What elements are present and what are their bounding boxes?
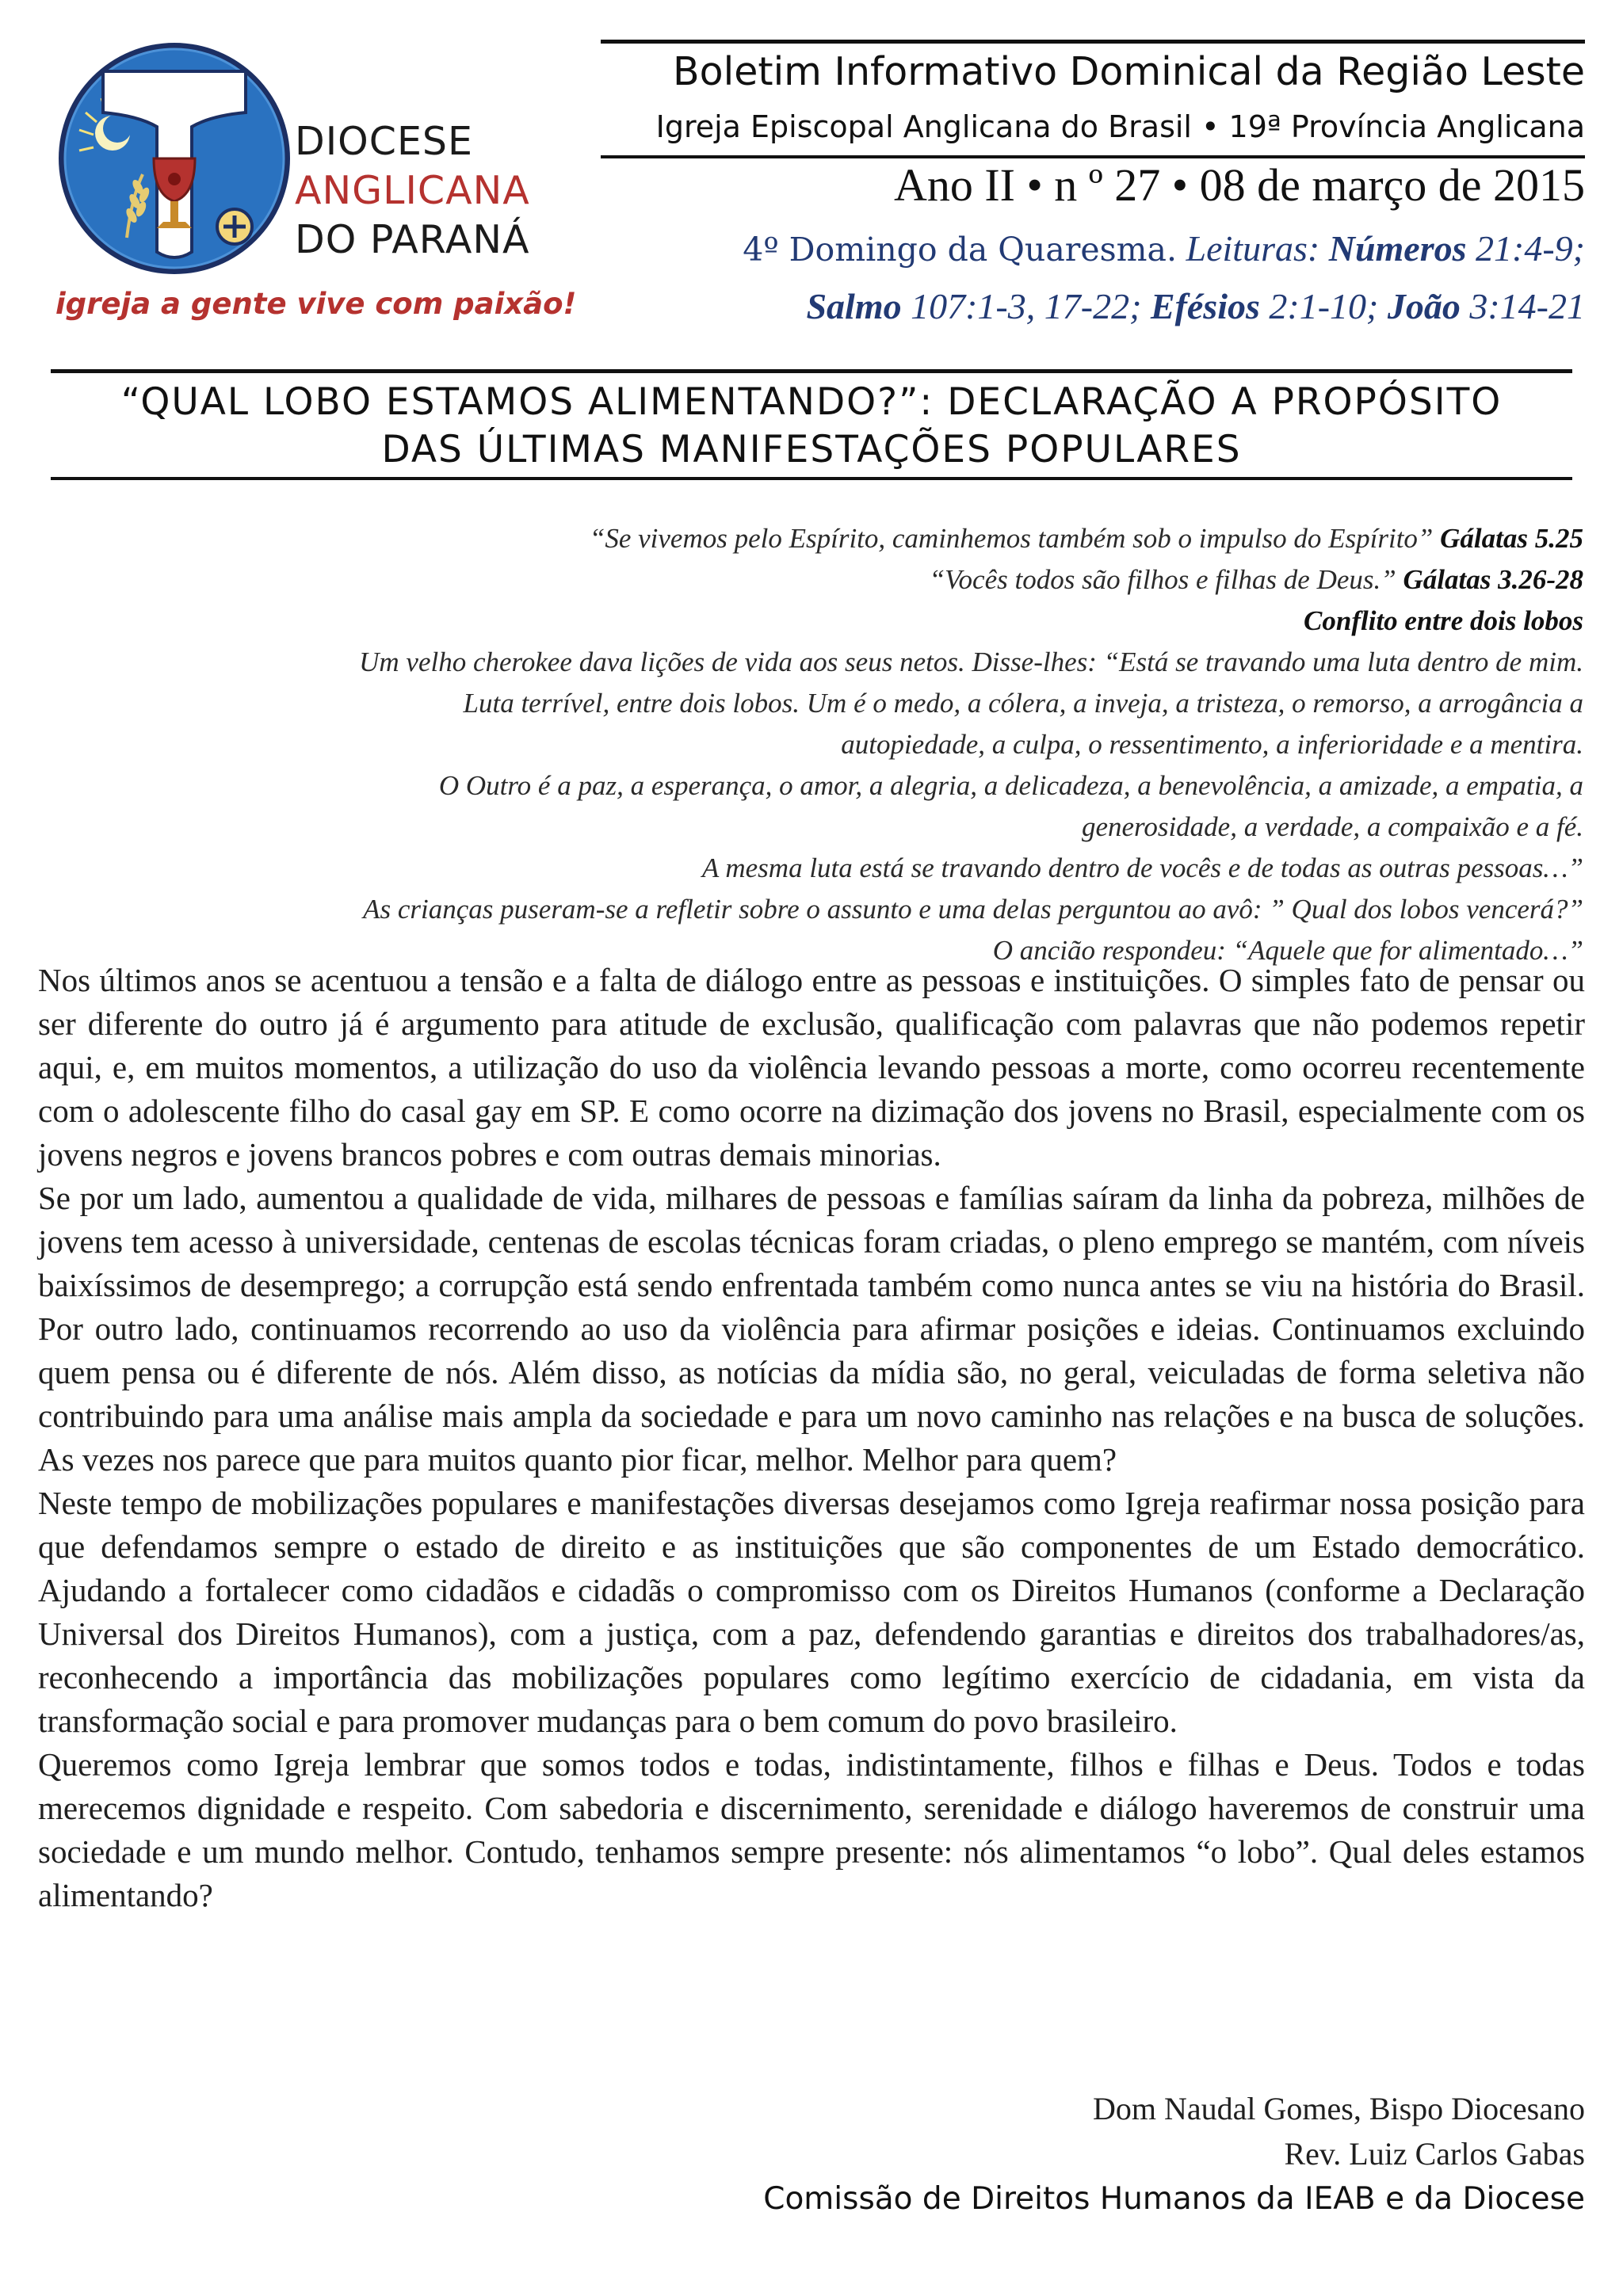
body-paragraph: Neste tempo de mobilizações populares e manifestações diversas desejamos como Igreja reafirmar nossa posição para que defendamos sempre o estado de direito e as instituições que são componentes de um Estado democrático. Ajudando a fortalecer como cidadãos e cidadãs o compromisso com os Direitos Humanos (conforme a Declaração Universal dos Direitos Humanos), com a justiça, com a paz, defendendo garantias e direitos dos trabalhadores/as, reconhecendo a importância das mobilizações populares como legítimo exercício de cidadania, em vista da transformação social e para promover mudanças para o bem comum do povo brasileiro.	[38, 1485, 1585, 1739]
signature-block	[763, 2086, 1585, 2222]
signature-bishop: Dom Naudal Gomes, Bispo Diocesano	[1092, 2091, 1585, 2126]
reading-ref-4: 3:14-21	[1460, 286, 1585, 326]
masthead-top-rule	[601, 40, 1585, 44]
epigraph-line	[158, 518, 1583, 559]
diocese-name	[295, 117, 572, 265]
epigraph-text: “Vocês todos são filhos e filhas de Deus.”	[929, 564, 1403, 595]
reading-book-4: João	[1387, 286, 1461, 326]
reading-book-3: Efésios	[1150, 286, 1260, 326]
readings-line2	[743, 278, 1585, 335]
reading-book-1: Números	[1328, 228, 1467, 269]
commission-name: Comissão de Direitos Humanos da IEAB e da Diocese	[763, 2181, 1585, 2217]
slogan: igreja a gente vive com paixão!	[55, 287, 577, 321]
epigraph-text: “Se vivemos pelo Espírito, caminhemos também sob o impulso do Espírito”	[589, 523, 1441, 554]
readings-line1	[743, 220, 1585, 278]
liturgical-readings	[743, 220, 1585, 335]
fable-line: O Outro é a paz, a esperança, o amor, a alegria, a delicadeza, a benevolência, a amizade, a empatia, a	[438, 770, 1583, 801]
fable-line: O ancião respondeu: “Aquele que for alimentado…”	[992, 935, 1583, 966]
bulletin-subtitle: Igreja Episcopal Anglicana do Brasil • 19ª Província Anglicana	[655, 109, 1585, 144]
sunday-label: 4º Domingo da Quaresma.	[743, 231, 1178, 269]
leituras-label: Leituras:	[1177, 228, 1329, 269]
article-body	[38, 959, 1585, 1917]
body-paragraph: Se por um lado, aumentou a qualidade de vida, milhares de pessoas e famílias saíram da linha da pobreza, milhões de jovens tem acesso à universidade, centenas de escolas técnicas foram criadas, o pleno emprego se mantém, com níveis baixíssimos de desemprego; a corrupção está sendo enfrentada também como nunca antes se viu na história do Brasil. Por outro lado, continuamos recorrendo ao uso da violência para afirmar posições e ideias. Continuamos excluindo quem pensa ou é diferente de nós. Além disso, as notícias da mídia são, no geral, veiculadas de forma seletiva não contribuindo para uma análise mais ampla da sociedade e para um novo caminho nas relações e na busca de soluções. As vezes nos parece que para muitos quanto pior ficar, melhor. Melhor para quem?	[38, 1180, 1585, 1478]
reading-book-2: Salmo	[806, 286, 902, 326]
fable-line: generosidade, a verdade, a compaixão e a fé.	[1081, 811, 1583, 842]
org-name-line1: DIOCESE	[295, 119, 473, 164]
fable-line: As crianças puseram-se a refletir sobre o assunto e uma delas perguntou ao avô: ” Qual dos lobos vencerá?”	[363, 894, 1583, 925]
reading-ref-2: 107:1-3, 17-22;	[901, 286, 1151, 326]
epigraph-block	[158, 518, 1583, 971]
title-bottom-rule	[51, 477, 1572, 480]
fable-line: A mesma luta está se travando dentro de vocês e de todas as outras pessoas…”	[701, 852, 1583, 883]
article-title	[51, 379, 1572, 474]
fable-line: Um velho cherokee dava lições de vida aos seus netos. Disse-lhes: “Está se travando uma luta dentro de mim.	[359, 646, 1583, 677]
signature-reverend: Rev. Luiz Carlos Gabas	[1284, 2136, 1585, 2172]
title-top-rule	[51, 369, 1572, 373]
body-paragraph: Nos últimos anos se acentuou a tensão e a falta de diálogo entre as pessoas e instituições. O simples fato de pensar ou ser diferente do outro já é argumento para atitude de exclusão, qualificação com palavras que não podemos repetir aqui, e, em muitos momentos, a utilização do uso da violência levando pessoas a morte, como ocorreu recentemente com o adolescente filho do casal gay em SP. E como ocorre na dizimação dos jovens no Brasil, especialmente com os jovens negros e jovens brancos pobres e com outras demais minorias.	[38, 962, 1585, 1173]
reading-ref-3: 2:1-10;	[1259, 286, 1388, 326]
epigraph-ref: Gálatas 5.25	[1440, 523, 1583, 554]
org-name-line3: DO PARANÁ	[295, 217, 530, 262]
article-title-line1: “QUAL LOBO ESTAMOS ALIMENTANDO?”: DECLARAÇÃO A PROPÓSITO	[120, 380, 1503, 424]
issue-line: Ano II • n º 27 • 08 de março de 2015	[893, 159, 1585, 211]
epigraph-ref: Gálatas 3.26-28	[1403, 564, 1583, 595]
fable-line: autopiedade, a culpa, o ressentimento, a inferioridade e a mentira.	[841, 729, 1583, 760]
epigraph-line	[158, 559, 1583, 601]
diocese-logo-icon	[55, 40, 293, 277]
fable-line: Luta terrível, entre dois lobos. Um é o medo, a cólera, a inveja, a tristeza, o remorso, a arrogância a	[463, 688, 1583, 719]
reading-ref-1: 21:4-9;	[1466, 228, 1585, 269]
article-title-line2: DAS ÚLTIMAS MANIFESTAÇÕES POPULARES	[381, 428, 1242, 471]
bulletin-title: Boletim Informativo Dominical da Região Leste	[673, 49, 1585, 94]
fable-title: Conflito entre dois lobos	[1304, 605, 1583, 636]
body-paragraph: Queremos como Igreja lembrar que somos todos e todas, indistintamente, filhos e filhas e Deus. Todos e todas merecemos dignidade e respeito. Com sabedoria e discernimento, serenidade e diálogo haveremos de construir uma sociedade e um mundo melhor. Contudo, tenhamos sempre presente: nós alimentamos “o lobo”. Qual deles estamos alimentando?	[38, 1746, 1585, 1913]
org-name-line2: ANGLICANA	[295, 168, 530, 213]
